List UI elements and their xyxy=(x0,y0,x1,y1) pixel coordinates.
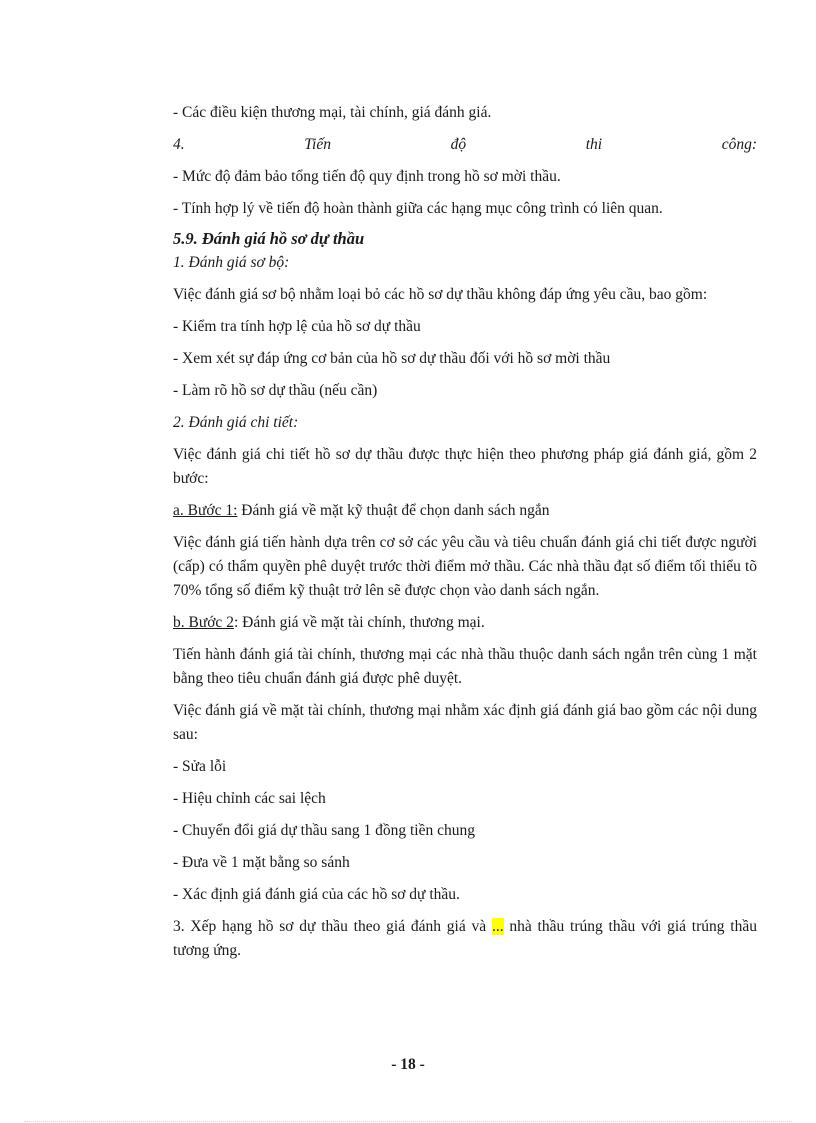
subheading: 1. Đánh giá sơ bộ: xyxy=(173,254,290,271)
word: 4. xyxy=(173,136,185,153)
paragraph: Việc đánh giá về mặt tài chính, thương mại nhằm xác định giá đánh giá bao gồm các nội dung sau: xyxy=(173,702,757,743)
list-item: - Xác định giá đánh giá của các hồ sơ dự thầu. xyxy=(173,886,460,903)
list-item: - Đưa về 1 mặt bằng so sánh xyxy=(173,854,350,871)
list-item: - Làm rõ hồ sơ dự thầu (nếu cần) xyxy=(173,382,378,399)
step-label: a. Bước 1: xyxy=(173,502,238,519)
text-line: - Các điều kiện thương mại, tài chính, giá đánh giá. xyxy=(173,104,492,121)
paragraph xyxy=(173,915,757,963)
list-item: - Xem xét sự đáp ứng cơ bản của hồ sơ dự thầu đối với hồ sơ mời thầu xyxy=(173,350,611,367)
step-text: : Đánh giá về mặt tài chính, thương mại. xyxy=(233,614,485,631)
list-item: - Kiểm tra tính hợp lệ của hồ sơ dự thầu xyxy=(173,318,421,335)
step-line xyxy=(173,499,757,523)
paragraph: Tiến hành đánh giá tài chính, thương mại các nhà thầu thuộc danh sách ngắn trên cùng 1 mặt bằng theo tiêu chuẩn đánh giá được phê duyệt. xyxy=(173,646,757,687)
list-item: - Sửa lỗi xyxy=(173,758,227,775)
text-run: nhà thầu trúng thầu với giá trúng thầu tương ứng. xyxy=(173,918,757,959)
list-item: - Chuyển đổi giá dự thầu sang 1 đồng tiền chung xyxy=(173,822,475,839)
step-label: b. Bước 2 xyxy=(173,614,234,631)
list-item: - Hiệu chỉnh các sai lệch xyxy=(173,790,326,807)
text-line: Việc đánh giá sơ bộ nhằm loại bỏ các hồ sơ dự thầu không đáp ứng yêu cầu, bao gồm: xyxy=(173,286,708,303)
text-run: 3. Xếp hạng hồ sơ dự thầu theo giá đánh giá và xyxy=(173,918,492,935)
paragraph: Việc đánh giá chi tiết hồ sơ dự thầu được thực hiện theo phương pháp giá đánh giá, gồm 2 bước: xyxy=(173,446,757,487)
highlighted-text: ... xyxy=(491,918,504,935)
word: Tiến xyxy=(304,136,331,153)
text-line: - Tính hợp lý về tiến độ hoàn thành giữa các hạng mục công trình có liên quan. xyxy=(173,200,663,217)
page-body xyxy=(173,101,757,963)
page-number: - 18 - xyxy=(391,1056,425,1073)
step-line xyxy=(173,611,757,635)
section-4-title xyxy=(173,133,757,157)
page-edge-divider xyxy=(24,1121,792,1122)
text-line: - Mức độ đảm bảo tổng tiến độ quy định trong hồ sơ mời thầu. xyxy=(173,168,561,185)
section-heading: 5.9. Đánh giá hồ sơ dự thầu xyxy=(173,229,365,248)
word: thi xyxy=(585,136,603,153)
word: độ xyxy=(450,136,467,153)
step-text: Đánh giá về mặt kỹ thuật để chọn danh sách ngắn xyxy=(237,502,550,519)
paragraph: Việc đánh giá tiến hành dựa trên cơ sở các yêu cầu và tiêu chuẩn đánh giá chi tiết được người (cấp) có thẩm quyền phê duyệt trước thời điểm mở thầu. Các nhà thầu đạt số điểm tối thiểu tõ 70% tổng số điểm kỹ thuật trở lên sẽ được chọn vào danh sách ngắn. xyxy=(173,534,757,599)
subheading: 2. Đánh giá chi tiết: xyxy=(173,414,299,431)
word: công: xyxy=(721,136,757,153)
